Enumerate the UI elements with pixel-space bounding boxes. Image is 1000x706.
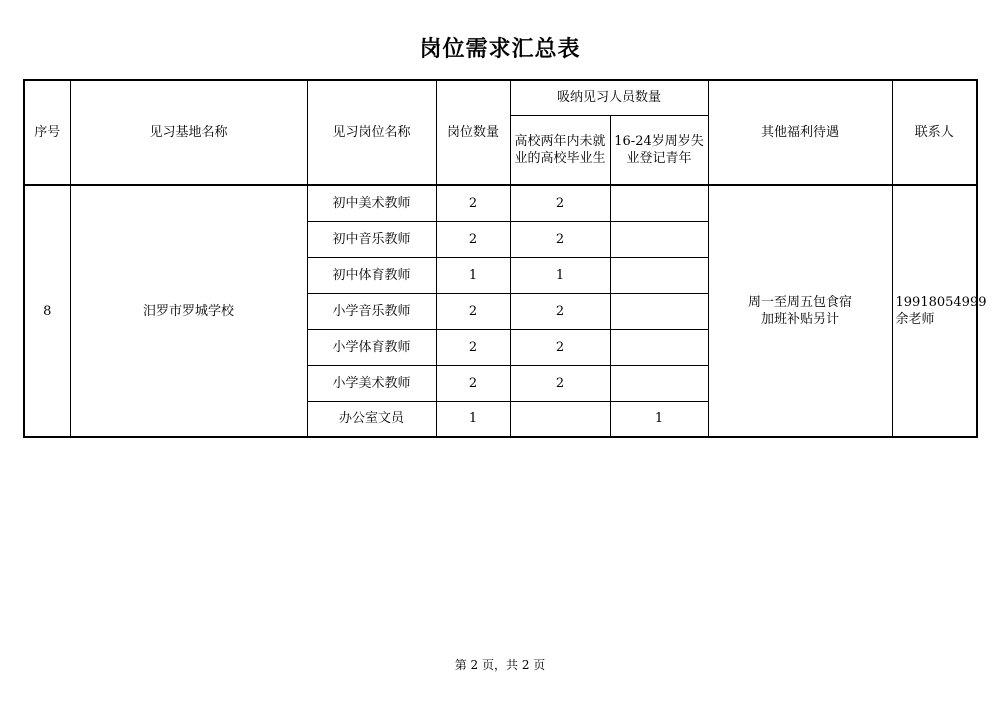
post-graduates: 2 bbox=[510, 329, 610, 365]
header-absorb: 吸纳见习人员数量 bbox=[510, 80, 708, 115]
contact-name: 余老师 bbox=[895, 312, 935, 327]
post-graduates: 2 bbox=[510, 185, 610, 221]
record-seq: 8 bbox=[24, 185, 70, 437]
contact-phone: 19918054999 bbox=[895, 295, 987, 310]
post-youth bbox=[610, 365, 708, 401]
page-title: 岗位需求汇总表 bbox=[419, 37, 581, 62]
post-name: 初中美术教师 bbox=[307, 185, 436, 221]
header-welfare: 其他福利待遇 bbox=[708, 80, 892, 185]
post-graduates: 2 bbox=[510, 293, 610, 329]
post-youth bbox=[610, 257, 708, 293]
post-youth bbox=[610, 293, 708, 329]
job-demand-table bbox=[23, 79, 987, 438]
header-graduates: 高校两年内未就业的高校毕业生 bbox=[510, 115, 610, 185]
record-welfare bbox=[708, 185, 892, 437]
post-count: 1 bbox=[436, 401, 510, 437]
header-row-1 bbox=[24, 80, 977, 115]
record-base-name: 汨罗市罗城学校 bbox=[70, 185, 307, 437]
post-name: 初中音乐教师 bbox=[307, 221, 436, 257]
post-youth bbox=[610, 221, 708, 257]
table-row bbox=[24, 185, 977, 221]
post-name: 小学音乐教师 bbox=[307, 293, 436, 329]
post-count: 2 bbox=[436, 365, 510, 401]
post-graduates: 1 bbox=[510, 257, 610, 293]
post-youth bbox=[610, 329, 708, 365]
post-count: 2 bbox=[436, 329, 510, 365]
post-count: 2 bbox=[436, 185, 510, 221]
header-seq: 序号 bbox=[24, 80, 70, 185]
header-youth: 16-24岁周岁失业登记青年 bbox=[610, 115, 708, 185]
page-footer: 第 2 页，共 2 页 bbox=[454, 658, 546, 672]
post-graduates bbox=[510, 401, 610, 437]
post-youth: 1 bbox=[610, 401, 708, 437]
header-post-name: 见习岗位名称 bbox=[307, 80, 436, 185]
welfare-line: 加班补贴另计 bbox=[761, 312, 840, 327]
post-graduates: 2 bbox=[510, 365, 610, 401]
header-base-name: 见习基地名称 bbox=[70, 80, 307, 185]
post-name: 小学美术教师 bbox=[307, 365, 436, 401]
post-count: 2 bbox=[436, 293, 510, 329]
post-count: 2 bbox=[436, 221, 510, 257]
post-name: 办公室文员 bbox=[307, 401, 436, 437]
post-name: 初中体育教师 bbox=[307, 257, 436, 293]
header-contact: 联系人 bbox=[892, 80, 977, 185]
post-graduates: 2 bbox=[510, 221, 610, 257]
welfare-line: 周一至周五包食宿 bbox=[748, 295, 853, 310]
post-youth bbox=[610, 185, 708, 221]
header-post-count: 岗位数量 bbox=[436, 80, 510, 185]
record-contact bbox=[892, 185, 987, 437]
post-count: 1 bbox=[436, 257, 510, 293]
post-name: 小学体育教师 bbox=[307, 329, 436, 365]
